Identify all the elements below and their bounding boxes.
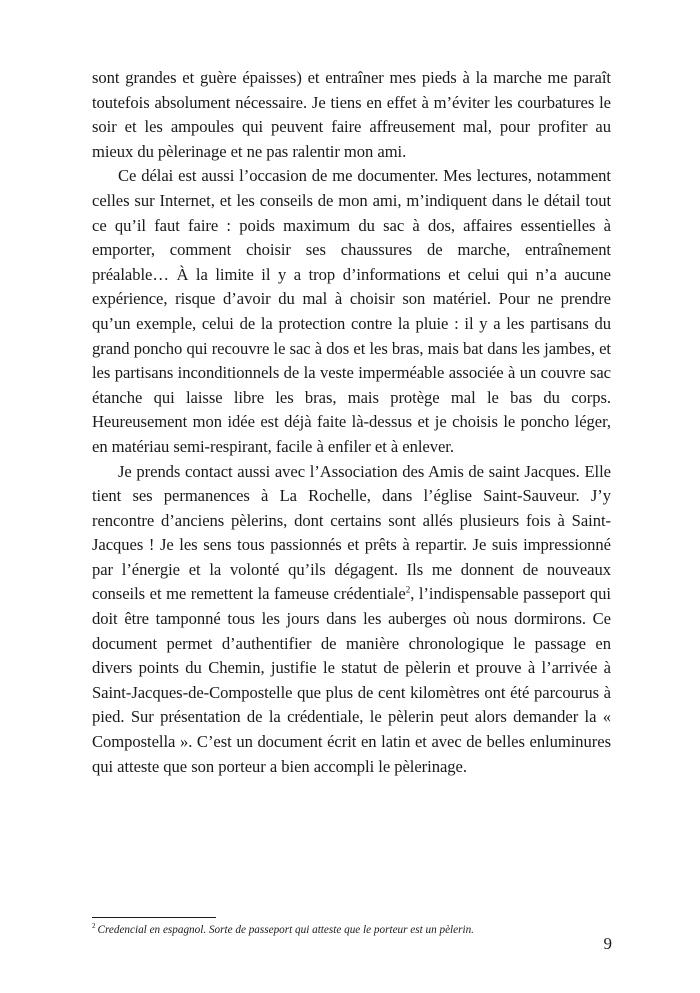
footnote-number: 2 bbox=[92, 922, 96, 931]
paragraph-3-part-1: Je prends contact aussi avec l’Association des Amis de saint Jacques. Elle tient ses permanences à La Rochelle, dans l’église Saint-Sauveur. J’y rencontre d’anciens pèlerins, dont certains sont allés plusieurs fois à Saint-Jacques ! Je les sens tous passionnés et prêts à repartir. Je suis impressionné par l’énergie et la volonté qu’ils dégagent. Ils me donnent de nouveaux conseils et me remettent la fameuse crédentiale bbox=[92, 461, 611, 604]
footnote-text: Credencial en espagnol. Sorte de passeport qui atteste que le porteur est un pèlerin. bbox=[97, 924, 474, 936]
body-text bbox=[92, 66, 611, 779]
footnote-separator bbox=[92, 917, 216, 918]
paragraph-3 bbox=[92, 460, 611, 780]
paragraph-2: Ce délai est aussi l’occasion de me documenter. Mes lectures, notamment celles sur Internet, et les conseils de mon ami, m’indiquent dans le détail tout ce qu’il faut faire : poids maximum du sac à dos, affaires essentielles à emporter, comment choisir ses chaussures de marche, entraînement préalable… À la limite il y a trop d’informations et celui qui n’a aucune expérience, risque d’avoir du mal à choisir son matériel. Pour ne prendre qu’un exemple, celui de la protection contre la pluie : il y a les partisans du grand poncho qui recouvre le sac à dos et les bras, mais bat dans les jambes, et les partisans inconditionnels de la veste imperméable associée à un couvre sac étanche qui laisse libre les bras, mais protège mal le bas du corps. Heureusement mon idée est déjà faite là-dessus et je choisis le poncho léger, en matériau semi-respirant, facile à enfiler et à enlever. bbox=[92, 166, 611, 456]
page-number: 9 bbox=[603, 934, 612, 953]
footnote-reference: 2 bbox=[405, 584, 411, 595]
paragraph-1: sont grandes et guère épaisses) et entraîner mes pieds à la marche me paraît toutefois absolument nécessaire. Je tiens en effet à m’éviter les courbatures le soir et les ampoules qui peuvent faire affreusement mal, pour profiter au mieux du pèlerinage et ne pas ralentir mon ami. bbox=[92, 68, 611, 161]
paragraph-3-part-2: , l’indispensable passeport qui doit être tamponné tous les jours dans les auberges où nous dormirons. Ce document permet d’authentifier de manière chronologique le passage en divers points du Chemin, justifie le statut de pèlerin et prouve à l’arrivée à Saint-Jacques-de-Compostelle que plus de cent kilomètres ont été parcourus à pied. Sur présentation de la crédentiale, le pèlerin peut alors demander la « Compostella ». C’est un document écrit en latin et avec de belles enluminures qui atteste que son porteur a bien accompli le pèlerinage. bbox=[92, 584, 611, 776]
footnote bbox=[92, 923, 572, 937]
